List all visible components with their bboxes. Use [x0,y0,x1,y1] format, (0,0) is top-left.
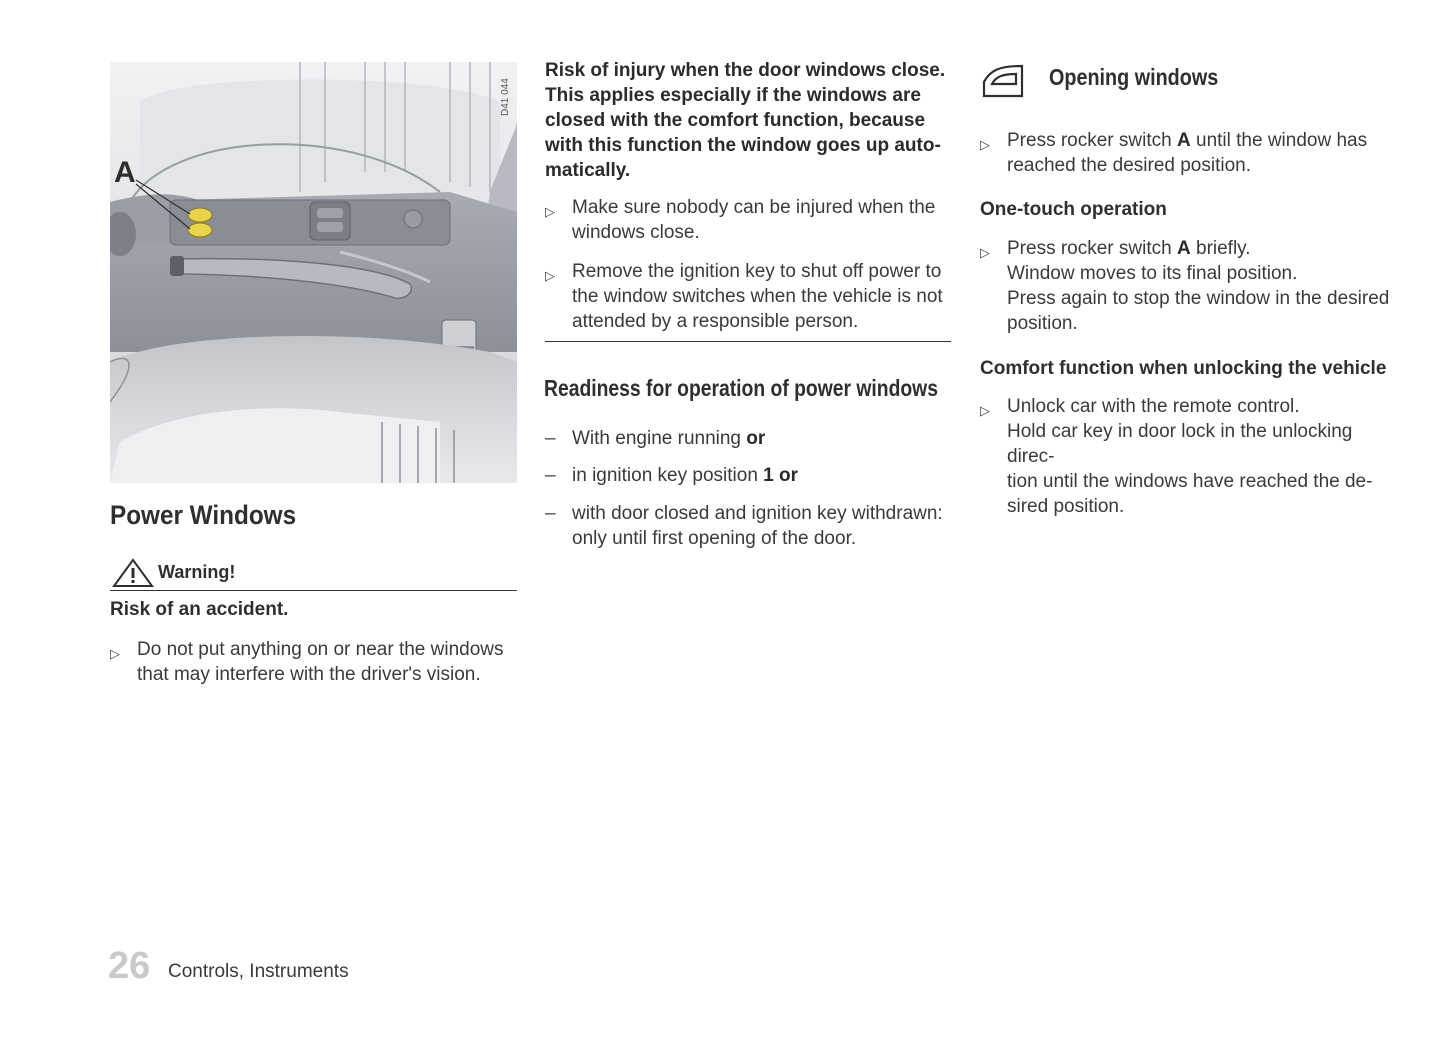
dash-item-1-bold: or [746,428,766,449]
mid-bullet-2-line-1: Remove the ignition key to shut off power to [572,261,942,282]
comfort-line-4: sired position. [1007,496,1125,517]
bullet-arrow-icon: ▷ [545,204,555,219]
injury-warning-line-3: closed with the comfort function, because [545,110,926,131]
injury-warning-line-2: This applies especially if the windows are [545,85,921,106]
center-console-illustration [110,62,517,483]
opening-windows-heading-text: Opening windows [1049,64,1219,90]
mid-bullet-1 [545,195,955,245]
figure-image-code-text: D41 044 [500,78,511,116]
dash-marker: – [545,428,556,449]
one-touch-line-2: Window moves to its final position. [1007,263,1298,284]
open-bullet-1 [980,128,1400,178]
left-bullet-1 [110,637,520,687]
bullet-arrow-icon: ▷ [980,137,990,152]
open-bullet-1-switch-a: A [1176,130,1191,151]
dash-item-2-text: in ignition key position [572,465,764,486]
dash-marker: – [545,503,556,524]
mid-bullet-2-line-2: the window switches when the vehicle is not [572,286,943,307]
injury-warning-line-5: matically. [545,160,631,181]
dash-item-3 [545,501,955,551]
dash-item-3-line-1: with door closed and ignition key withdrawn: [572,503,943,524]
open-bullet-1-post: until the window has [1190,130,1368,151]
one-touch-post: briefly. [1190,238,1251,259]
dash-item-2-bold: 1 or [763,465,799,486]
bullet-arrow-icon: ▷ [545,268,555,283]
warning-header [110,556,517,591]
bullet-arrow-icon: ▷ [980,245,990,260]
page-title [110,500,317,531]
dash-item-2 [545,463,955,488]
warning-triangle-icon [112,558,154,588]
mid-bullet-2 [545,259,955,334]
warning-label: Warning! [158,562,236,582]
readiness-heading-text: Readiness for operation of power windows [544,375,938,401]
dash-item-1-text: With engine running [572,428,747,449]
section-name: Controls, Instruments [168,961,349,982]
page-number: 26 [108,945,151,987]
window-icon [980,62,1026,100]
one-touch-pre: Press rocker switch [1007,238,1177,259]
one-touch-heading: One-touch operation [980,199,1167,220]
readiness-heading [544,375,1013,402]
comfort-bullet [980,394,1400,519]
mid-bullet-1-line-2: windows close. [572,222,700,243]
dash-item-3-line-2: only until first opening of the door. [572,528,857,549]
risk-accident-text: Risk of an accident. [110,599,289,620]
left-bullet-1-line-2: that may interfere with the driver's vision. [137,664,481,685]
opening-windows-heading [1049,64,1246,91]
open-bullet-1-line-2: reached the desired position. [1007,155,1251,176]
section-divider [545,341,951,342]
one-touch-bullet [980,236,1400,336]
one-touch-switch-a: A [1176,238,1191,259]
injury-warning-line-4: with this function the window goes up auto- [545,135,941,156]
bullet-arrow-icon: ▷ [110,646,120,661]
open-bullet-1-pre: Press rocker switch [1007,130,1177,151]
left-bullet-1-line-1: Do not put anything on or near the windows [137,639,504,660]
mid-bullet-2-line-3: attended by a responsible person. [572,311,859,332]
comfort-line-3: tion until the windows have reached the de- [1007,471,1373,492]
bullet-arrow-icon: ▷ [980,403,990,418]
injury-warning-line-1: Risk of injury when the door windows close. [545,60,946,81]
mid-bullet-1-line-1: Make sure nobody can be injured when the [572,197,936,218]
comfort-line-1: Unlock car with the remote control. [1007,396,1300,417]
dash-marker: – [545,465,556,486]
injury-warning-block [545,58,955,183]
comfort-line-2: Hold car key in door lock in the unlocking direc- [1007,421,1353,467]
one-touch-line-3: Press again to stop the window in the desired [1007,288,1390,309]
page-title-text: Power Windows [110,500,297,530]
figure-label-a: A [114,156,136,189]
figure-image-code [500,64,518,124]
dash-item-1 [545,426,955,451]
one-touch-line-4: position. [1007,313,1078,334]
center-console-figure [110,62,517,483]
comfort-function-heading: Comfort function when unlocking the vehicle [980,358,1387,379]
